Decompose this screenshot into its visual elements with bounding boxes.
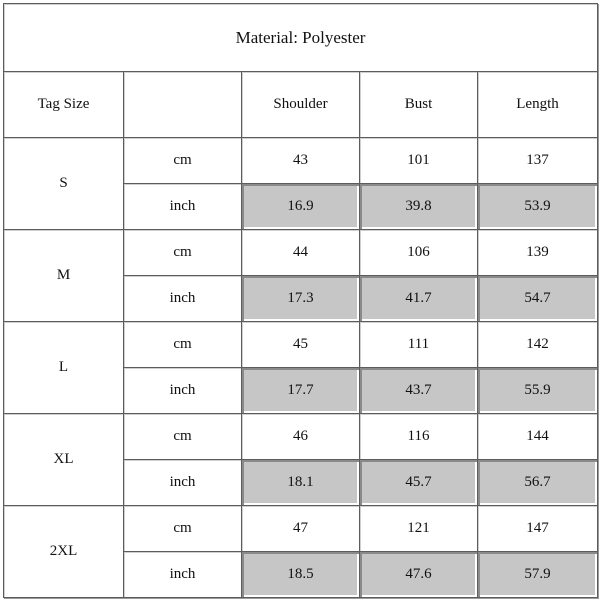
shoulder-cm-cell: 43 xyxy=(242,138,360,184)
tag-size-cell: 2XL xyxy=(4,506,124,598)
bust-cm-cell: 116 xyxy=(360,414,478,460)
size-row-cm xyxy=(4,138,598,184)
tag-size-cell: M xyxy=(4,230,124,322)
header-shoulder: Shoulder xyxy=(242,72,360,138)
bust-inch-cell: 43.7 xyxy=(360,368,478,414)
shoulder-inch-cell: 17.7 xyxy=(242,368,360,414)
length-inch-cell: 55.9 xyxy=(478,368,598,414)
bust-cm-cell: 106 xyxy=(360,230,478,276)
bust-cm-cell: 111 xyxy=(360,322,478,368)
unit-cell: cm xyxy=(124,506,242,552)
unit-cell: cm xyxy=(124,230,242,276)
unit-cell: inch xyxy=(124,184,242,230)
size-row-cm xyxy=(4,322,598,368)
shoulder-inch-cell: 17.3 xyxy=(242,276,360,322)
header-bust: Bust xyxy=(360,72,478,138)
tag-size-cell: S xyxy=(4,138,124,230)
length-inch-cell: 54.7 xyxy=(478,276,598,322)
title-row xyxy=(4,4,598,72)
bust-inch-cell: 45.7 xyxy=(360,460,478,506)
unit-cell: inch xyxy=(124,276,242,322)
length-cm-cell: 139 xyxy=(478,230,598,276)
shoulder-inch-cell: 18.5 xyxy=(242,552,360,598)
tag-size-cell: XL xyxy=(4,414,124,506)
unit-cell: cm xyxy=(124,414,242,460)
bust-inch-cell: 41.7 xyxy=(360,276,478,322)
size-chart-table xyxy=(3,3,598,598)
shoulder-cm-cell: 46 xyxy=(242,414,360,460)
unit-cell: cm xyxy=(124,322,242,368)
bust-cm-cell: 121 xyxy=(360,506,478,552)
size-row-cm xyxy=(4,506,598,552)
header-tag-size: Tag Size xyxy=(4,72,124,138)
unit-cell: inch xyxy=(124,368,242,414)
length-cm-cell: 137 xyxy=(478,138,598,184)
unit-cell: cm xyxy=(124,138,242,184)
shoulder-inch-cell: 16.9 xyxy=(242,184,360,230)
bust-cm-cell: 101 xyxy=(360,138,478,184)
unit-cell: inch xyxy=(124,460,242,506)
table-title: Material: Polyester xyxy=(4,4,598,72)
header-row xyxy=(4,72,598,138)
shoulder-cm-cell: 45 xyxy=(242,322,360,368)
bust-inch-cell: 39.8 xyxy=(360,184,478,230)
header-unit xyxy=(124,72,242,138)
length-cm-cell: 147 xyxy=(478,506,598,552)
length-cm-cell: 144 xyxy=(478,414,598,460)
size-row-cm xyxy=(4,230,598,276)
length-inch-cell: 57.9 xyxy=(478,552,598,598)
size-row-cm xyxy=(4,414,598,460)
shoulder-cm-cell: 44 xyxy=(242,230,360,276)
header-length: Length xyxy=(478,72,598,138)
size-chart-body xyxy=(4,4,598,598)
unit-cell: inch xyxy=(124,552,242,598)
length-inch-cell: 56.7 xyxy=(478,460,598,506)
tag-size-cell: L xyxy=(4,322,124,414)
bust-inch-cell: 47.6 xyxy=(360,552,478,598)
length-cm-cell: 142 xyxy=(478,322,598,368)
length-inch-cell: 53.9 xyxy=(478,184,598,230)
shoulder-cm-cell: 47 xyxy=(242,506,360,552)
shoulder-inch-cell: 18.1 xyxy=(242,460,360,506)
